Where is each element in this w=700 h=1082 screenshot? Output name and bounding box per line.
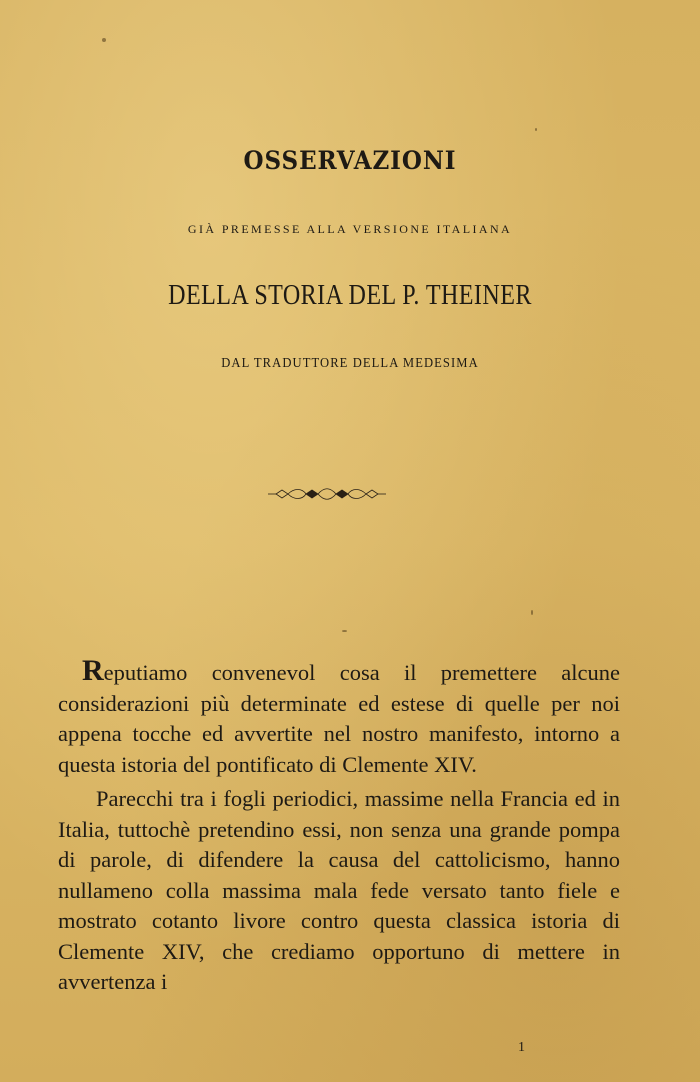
paper-speck [531, 610, 533, 615]
page-title: OSSERVAZIONI [243, 146, 457, 175]
page-number: 1 [518, 1040, 525, 1055]
paper-speck [342, 630, 347, 632]
paragraph: Parecchi tra i fogli periodici, massime nella Francia ed in Italia, tuttochè pretendino essi, non senza una grande pompa di parole, di difendere la causa del cattolicismo, hanno nullameno colla massima mala fede versato tanto fiele e mostrato cotanto livore contro questa classica istoria di Clemente XIV, che crediamo opportuno di mettere in avvertenza i [58, 786, 620, 994]
premessa-subtitle: GIÀ PREMESSE ALLA VERSIONE ITALIANA [187, 222, 513, 236]
body-text [58, 656, 620, 998]
work-title: DELLA STORIA DEL P. THEINER [168, 280, 532, 311]
decorative-ornament-icon [266, 487, 388, 501]
paper-speck [102, 38, 106, 42]
paragraph-text: eputiamo convenevol cosa il premettere alcune considerazioni più determinate ed estese di quelle per noi appena tocche ed avvertite nel nostro manifesto, intorno a questa istoria del pontificato di Clemente XIV. [58, 660, 620, 777]
paragraph [58, 656, 620, 780]
translator-line: DAL TRADUTTORE DELLA MEDESIMA [221, 356, 479, 371]
drop-cap: R [82, 654, 104, 687]
paper-speck [535, 128, 537, 131]
